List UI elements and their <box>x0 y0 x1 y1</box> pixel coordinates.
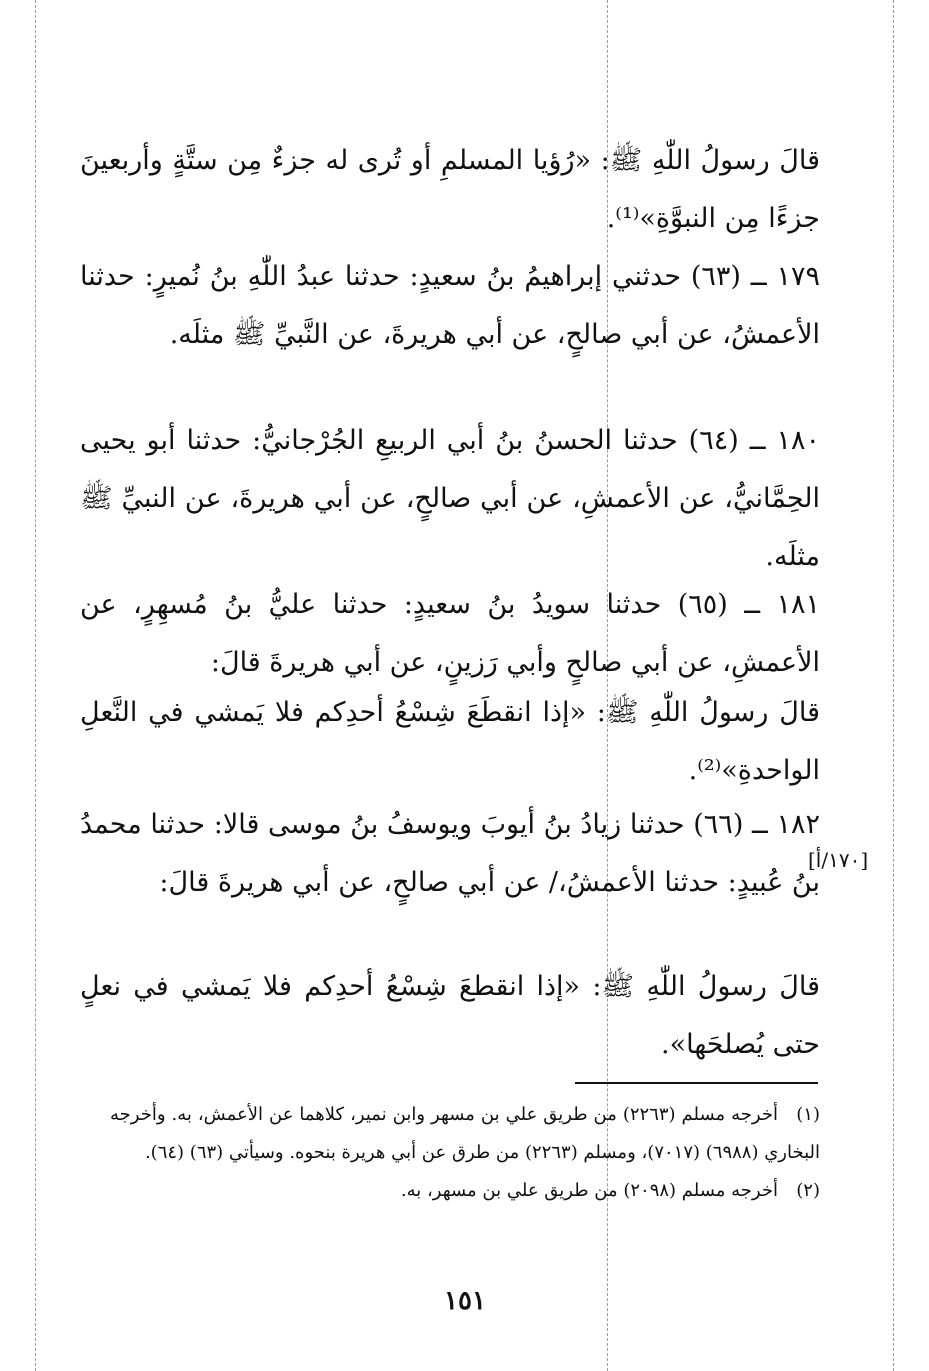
footnote-number: (٢) <box>796 1180 820 1201</box>
manuscript-folio-marker: [١٧٠/أ] <box>808 848 869 872</box>
footnote-separator <box>575 1082 818 1084</box>
hadith-text-paragraph: قالَ رسولُ اللّٰهِ ﷺ: «إذا انقطَعَ شِسْعُ أحدِكم فلا يَمشي في النَّعلِ الواحدةِ»⁽²⁾. <box>80 697 820 786</box>
footnote-item <box>110 1172 820 1210</box>
fold-line-right <box>893 0 894 1371</box>
footnote-text: أخرجه مسلم (٢٢٦٣) من طريق علي بن مسهر وابن نمير، كلاهما عن الأعمش، به. وأخرجه البخاري (٦٩٨٨) (٧٠١٧)، ومسلم (٢٢٦٣) من طرق عن أبي هريرة بنحوه. وسيأتي (٦٣) (٦٤). <box>110 1104 820 1163</box>
footnotes <box>110 1096 820 1210</box>
hadith-182-paragraph: ١٨٢ ــ (٦٦) حدثنا زيادُ بنُ أيوبَ ويوسفُ بنُ موسى قالا: حدثنا محمدُ بنُ عُبيدٍ: حدثنا الأعمشُ،/ عن أبي صالحٍ، عن أبي هريرةَ قالَ: <box>80 809 820 898</box>
footnote-number: (١) <box>796 1104 820 1125</box>
hadith-text-paragraph: قالَ رسولُ اللّٰهِ ﷺ: «إذا انقطعَ شِسْعُ أحدِكم فلا يَمشي في نعلٍ حتى يُصلحَها». <box>80 971 820 1060</box>
hadith-text-paragraph: قالَ رسولُ اللّٰهِ ﷺ: «رُؤيا المسلمِ أو تُرى له جزءٌ مِن ستَّةٍ وأربعينَ جزءًا مِن النبوَّةِ»⁽¹⁾. <box>80 145 820 234</box>
hadith-179-paragraph: ١٧٩ ــ (٦٣) حدثني إبراهيمُ بنُ سعيدٍ: حدثنا عبدُ اللّٰهِ بنُ نُميرٍ: حدثنا الأعمشُ، عن أبي صالحٍ، عن أبي هريرةَ، عن النَّبيِّ ﷺ مثلَه. <box>80 261 820 350</box>
footnote-text: أخرجه مسلم (٢٠٩٨) من طريق علي بن مسهر، به. <box>400 1180 778 1201</box>
hadith-181-paragraph: ١٨١ ــ (٦٥) حدثنا سويدُ بنُ سعيدٍ: حدثنا عليُّ بنُ مُسهِرٍ، عن الأعمشِ، عن أبي صالحٍ وأبي رَزينٍ، عن أبي هريرةَ قالَ: <box>80 589 820 678</box>
footnote-item <box>110 1096 820 1172</box>
fold-line-left <box>35 0 36 1371</box>
hadith-180-paragraph: ١٨٠ ــ (٦٤) حدثنا الحسنُ بنُ أبي الربيعِ الجُرْجانيُّ: حدثنا أبو يحيى الحِمَّانيُّ، عن الأعمشِ، عن أبي صالحٍ، عن أبي هريرةَ، عن النبيِّ ﷺ مثلَه. <box>80 425 820 572</box>
page-number: ١٥١ <box>444 1286 486 1316</box>
